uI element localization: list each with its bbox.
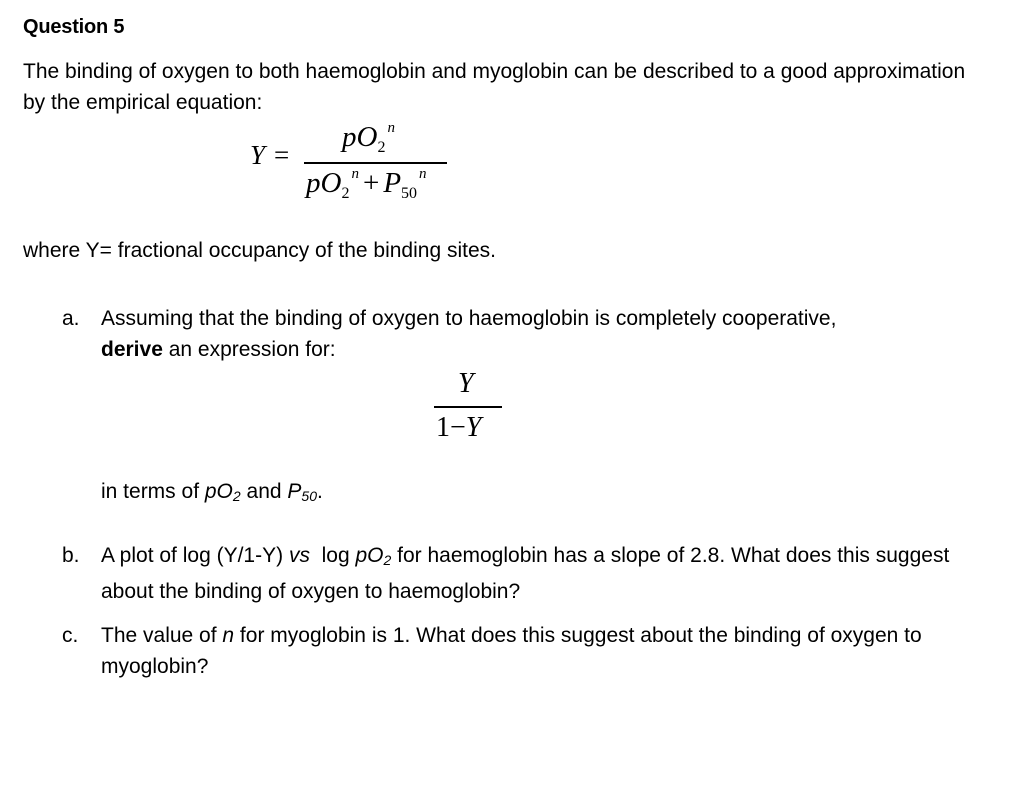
denominator-term2-sub: 50 — [401, 185, 418, 202]
in-terms-end: . — [317, 480, 323, 503]
equation-numerator — [342, 120, 395, 157]
denominator-term1-sup: n — [351, 166, 359, 182]
odds-denominator-var: Y — [465, 412, 482, 443]
var-p50-sub: 50 — [301, 488, 317, 504]
part-c-text — [101, 620, 981, 682]
denominator-term1-base: pO — [306, 167, 342, 199]
var-po2: pO — [204, 480, 233, 503]
denominator-term1-sub: 2 — [341, 185, 350, 202]
intro-paragraph: The binding of oxygen to both haemoglobin and myoglobin can be described to a good approximation by the empirical equation: — [23, 60, 966, 114]
plus-sign: + — [362, 167, 380, 199]
part-a-marker: a. — [62, 307, 80, 330]
numerator-sub: 2 — [377, 139, 386, 156]
denominator-term2-sup: n — [419, 166, 427, 182]
part-c-marker: c. — [62, 624, 79, 647]
equation-denominator — [306, 166, 427, 203]
odds-fraction-bar — [434, 406, 502, 408]
numerator-base: pO — [342, 121, 378, 153]
in-terms-of — [101, 480, 323, 504]
var-p50: P — [287, 480, 302, 503]
equals-sign: = — [274, 140, 290, 170]
question-heading: Question 5 — [23, 16, 125, 38]
odds-denominator — [436, 412, 481, 444]
equation-lhs: Y — [250, 140, 266, 170]
part-a-bold: derive — [101, 338, 163, 361]
var-po2-sub: 2 — [232, 488, 241, 504]
part-b-marker: b. — [62, 544, 80, 567]
part-b-vs: vs — [288, 544, 310, 567]
in-terms-prefix: in terms of — [101, 480, 205, 503]
where-definition: where Y= fractional occupancy of the binding sites. — [23, 239, 496, 262]
odds-fraction — [434, 368, 514, 452]
part-b-t1: A plot of log (Y/1-Y) — [101, 544, 289, 567]
part-b-text — [101, 540, 981, 607]
part-b-var-sub: 2 — [383, 552, 392, 568]
part-a-text-line1: Assuming that the binding of oxygen to haemoglobin is completely cooperative, — [101, 307, 837, 330]
odds-numerator: Y — [458, 368, 474, 399]
part-c-t1: The value of — [101, 624, 223, 647]
part-b-var: pO — [355, 544, 384, 567]
part-b-t3: for haemoglobin has a slope of 2.8. What does this suggest about the binding of oxygen to haemoglobin? — [101, 544, 950, 603]
numerator-sup: n — [387, 120, 395, 136]
part-c-n: n — [222, 624, 235, 647]
hill-equation — [250, 122, 460, 214]
part-a-text-after: an expression for: — [162, 338, 336, 361]
part-a-text — [101, 303, 981, 365]
odds-denominator-prefix: 1− — [436, 412, 466, 443]
fraction-bar — [304, 162, 447, 164]
denominator-term2-base: P — [383, 167, 402, 199]
part-c-t2: for myoglobin is 1. What does this suggest about the binding of oxygen to myoglobin? — [101, 624, 922, 678]
in-terms-and: and — [240, 480, 288, 503]
part-b-t2: log — [309, 544, 356, 567]
